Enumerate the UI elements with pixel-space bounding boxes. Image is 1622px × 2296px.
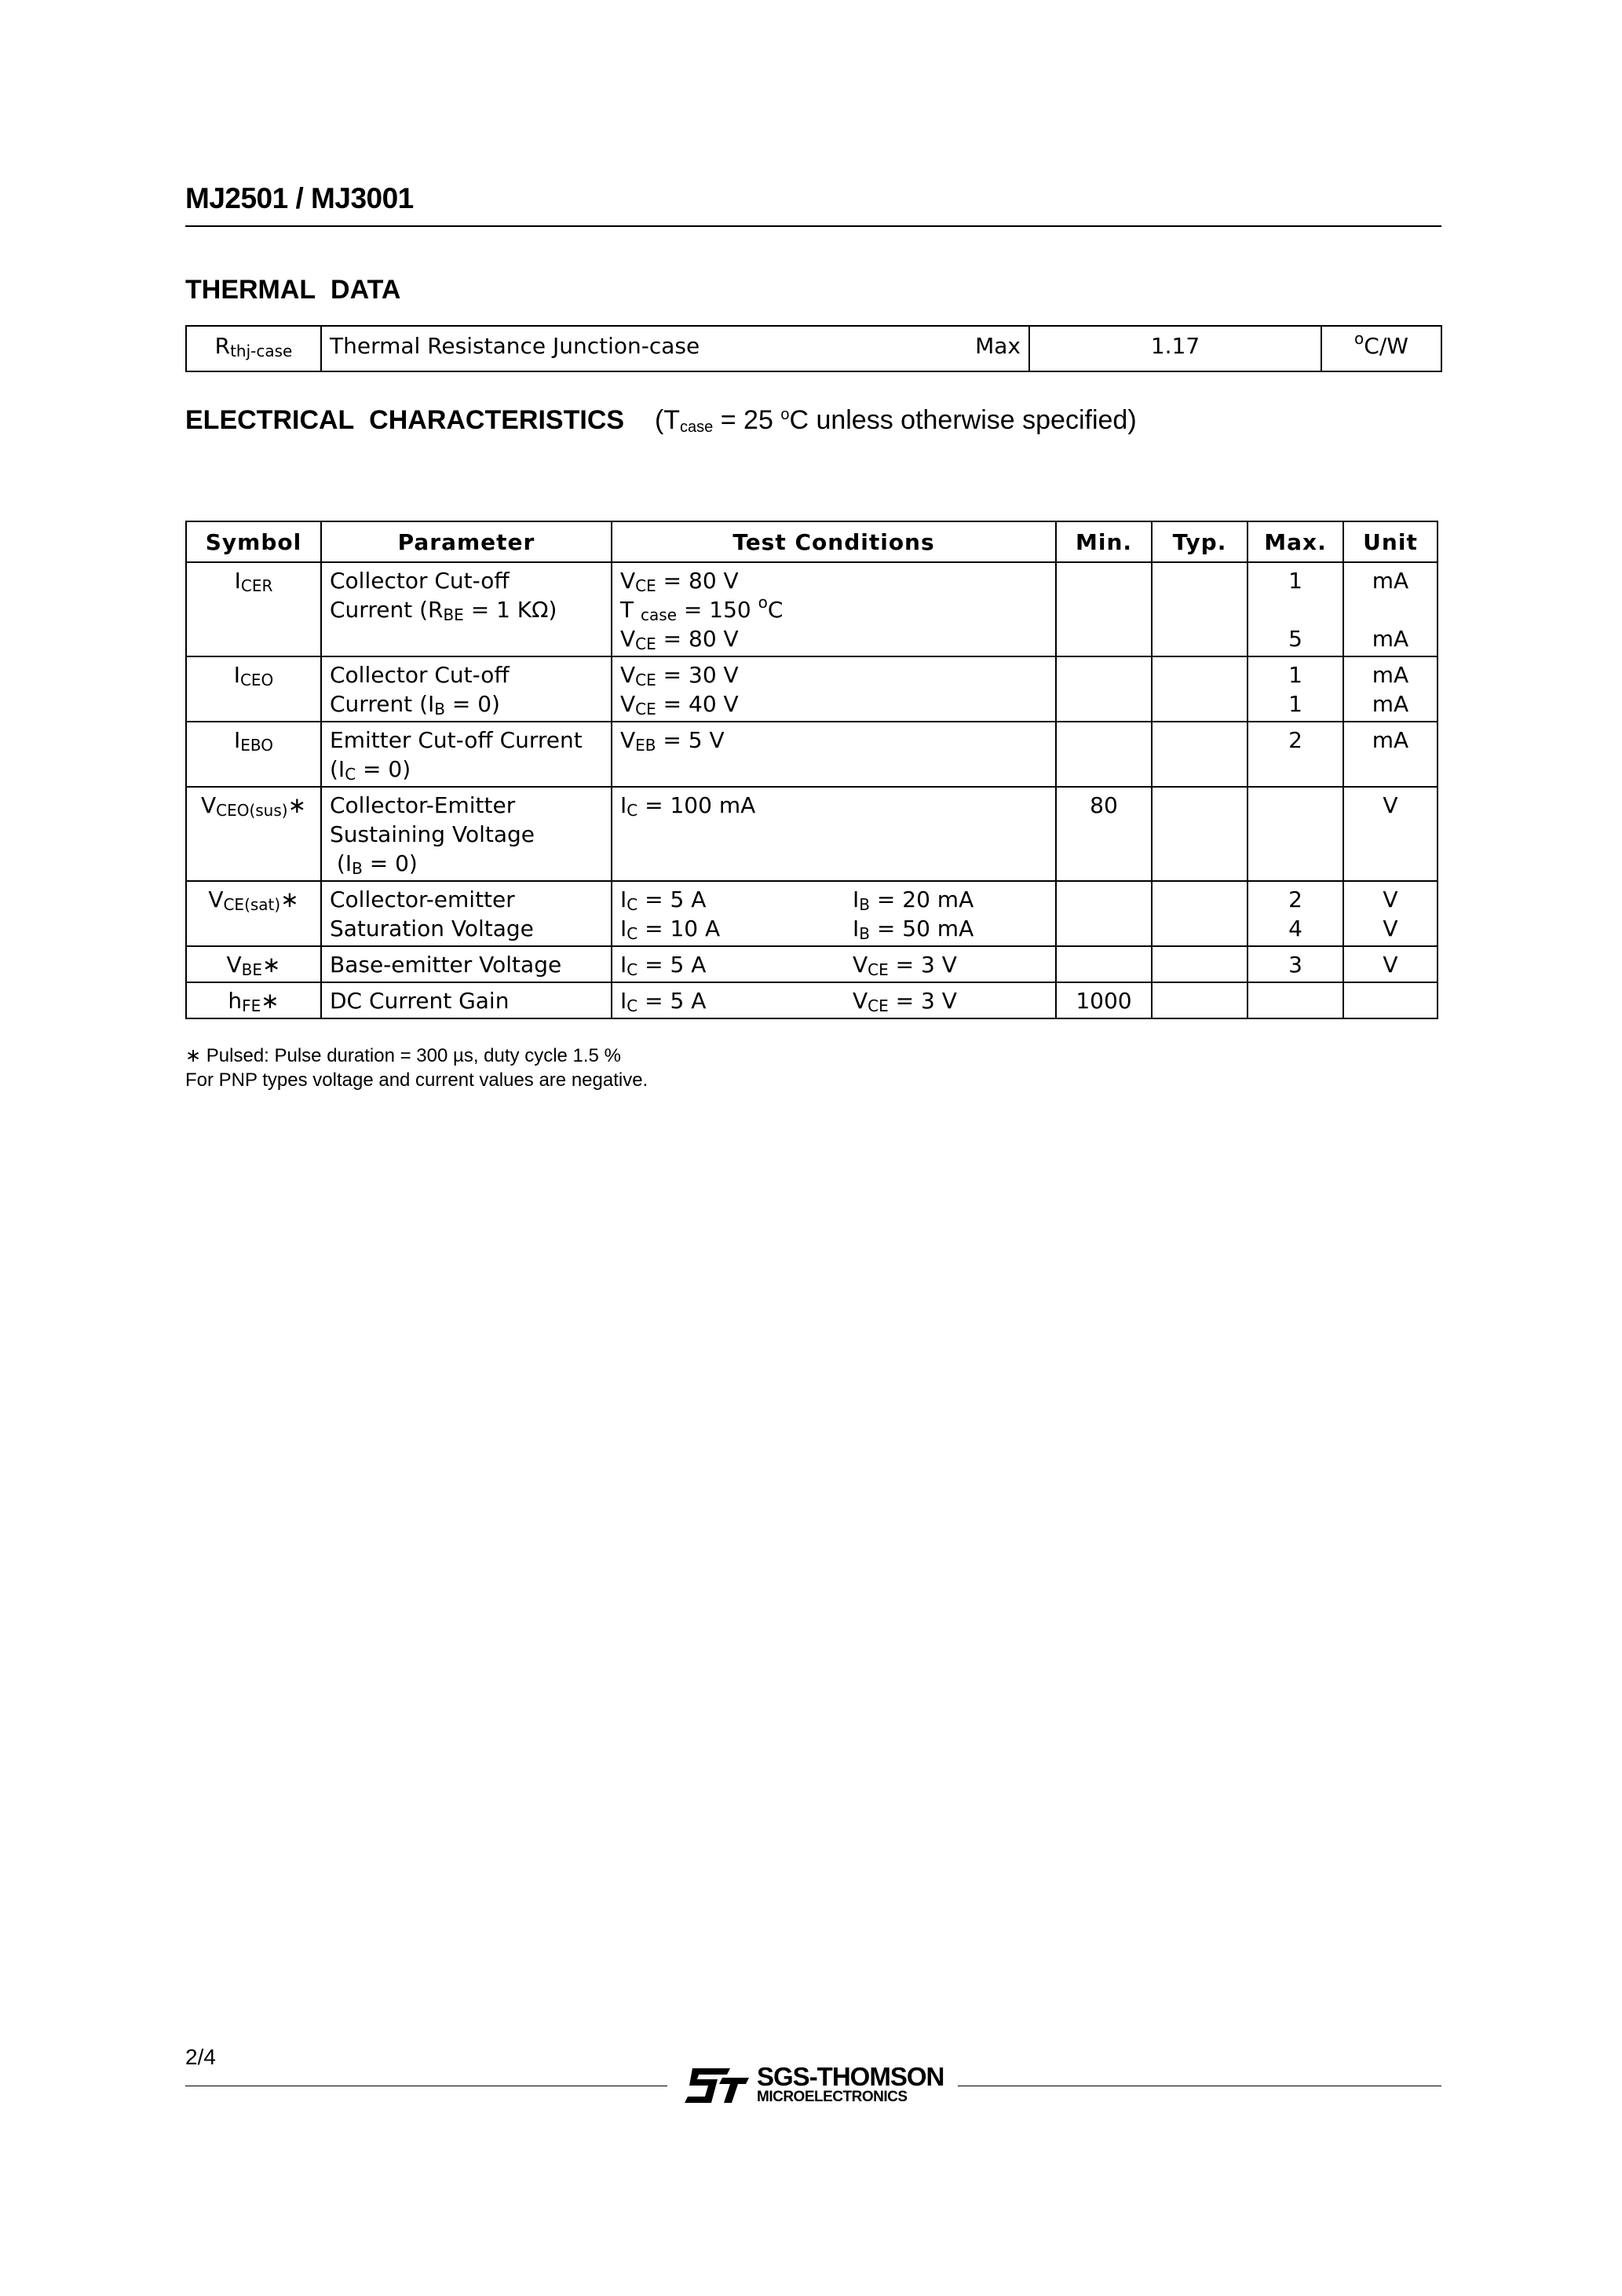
parameter-cell: Collector-emitter Saturation Voltage xyxy=(321,881,612,946)
conditions-cell: $I_C = 5$ A $I_B = 20$ mA $I_C = 10$ A $I_B = 50$ mA xyxy=(612,881,1056,946)
unit-cell: mA mA xyxy=(1343,562,1438,656)
typ-cell xyxy=(1152,946,1248,982)
header-test-conditions: Test Conditions xyxy=(612,521,1056,562)
conditions-cell: $V_{CE} = 30$ V $V_{CE} = 40$ V xyxy=(612,656,1056,722)
page-title: MJ2501 / MJ3001 xyxy=(185,182,414,214)
unit-cell: V xyxy=(1343,787,1438,881)
min-cell xyxy=(1056,562,1152,656)
symbol-cell: $I_{EBO}$ xyxy=(186,722,321,787)
page-number: 2/4 xyxy=(185,2045,216,2069)
symbol-cell: $V_{CEO(sus)}∗$ xyxy=(186,787,321,881)
electrical-conditions-note: ($T_{case} = 25$ $^o$C unless otherwise specified) xyxy=(654,405,1137,436)
conditions-cell: $I_C = 5$ A $V_{CE} = 3$ V xyxy=(612,946,1056,982)
parameter-cell: Collector Cut-off Current $(I_B = 0)$ xyxy=(321,656,612,722)
table-row xyxy=(186,562,1438,656)
unit-cell: mA mA xyxy=(1343,656,1438,722)
typ-cell xyxy=(1152,982,1248,1018)
conditions-cell: $I_C = 5$ A $V_{CE} = 3$ V xyxy=(612,982,1056,1018)
thermal-data-table xyxy=(185,325,1442,372)
table-row xyxy=(186,881,1438,946)
max-cell xyxy=(1248,982,1343,1018)
footnote-pnp: For PNP types voltage and current values are negative. xyxy=(185,1069,648,1091)
brand-subtitle: MICROELECTRONICS xyxy=(757,2089,908,2105)
max-cell: 1 1 xyxy=(1248,656,1343,722)
header-min: Min. xyxy=(1056,521,1152,562)
min-cell: 1000 xyxy=(1056,982,1152,1018)
conditions-cell: $V_{CE} = 80$ V T $_{case}$ = 150 $^o$C $V_{CE} = 80$ V xyxy=(612,562,1056,656)
typ-cell xyxy=(1152,722,1248,787)
symbol-cell: $I_{CER}$ xyxy=(186,562,321,656)
typ-cell xyxy=(1152,562,1248,656)
thermal-value: 1.17 xyxy=(1029,326,1321,371)
header-typ: Typ. xyxy=(1152,521,1248,562)
typ-cell xyxy=(1152,787,1248,881)
thermal-symbol: $R_{thj-case}$ xyxy=(186,326,321,371)
header-rule xyxy=(185,225,1441,227)
st-logo-icon xyxy=(681,2064,751,2108)
header-max: Max. xyxy=(1248,521,1343,562)
thermal-data-title: THERMAL DATA xyxy=(185,275,401,305)
max-cell: 3 xyxy=(1248,946,1343,982)
min-cell: 80 xyxy=(1056,787,1152,881)
table-row xyxy=(186,787,1438,881)
header-unit: Unit xyxy=(1343,521,1438,562)
table-row xyxy=(186,946,1438,982)
unit-cell xyxy=(1343,982,1438,1018)
electrical-characteristics-table xyxy=(185,521,1438,1019)
conditions-cell: $V_{EB} = 5$ V xyxy=(612,722,1056,787)
max-cell: 2 4 xyxy=(1248,881,1343,946)
min-cell xyxy=(1056,881,1152,946)
footnote-pulsed: ∗ Pulsed: Pulse duration = 300 µs, duty cycle 1.5 % xyxy=(185,1045,621,1066)
unit-cell: V V xyxy=(1343,881,1438,946)
symbol-cell: $I_{CEO}$ xyxy=(186,656,321,722)
typ-cell xyxy=(1152,881,1248,946)
max-cell: 1 5 xyxy=(1248,562,1343,656)
symbol-cell: $h_{FE}∗$ xyxy=(186,982,321,1018)
table-row xyxy=(186,326,1441,371)
header-parameter: Parameter xyxy=(321,521,612,562)
sgs-thomson-logo xyxy=(681,2062,948,2109)
parameter-cell: Emitter Cut-off Current $(I_C = 0)$ xyxy=(321,722,612,787)
parameter-cell: Collector Cut-off Current ($R_{BE} = 1$ KΩ) xyxy=(321,562,612,656)
max-cell: 2 xyxy=(1248,722,1343,787)
max-cell xyxy=(1248,787,1343,881)
min-cell xyxy=(1056,722,1152,787)
typ-cell xyxy=(1152,656,1248,722)
parameter-cell: Base-emitter Voltage xyxy=(321,946,612,982)
min-cell xyxy=(1056,946,1152,982)
table-row xyxy=(186,656,1438,722)
table-header-row xyxy=(186,521,1438,562)
thermal-unit: $^o$C/W xyxy=(1321,326,1441,371)
parameter-cell: Collector-Emitter Sustaining Voltage $(I_B = 0)$ xyxy=(321,787,612,881)
table-row xyxy=(186,982,1438,1018)
electrical-characteristics-title: ELECTRICAL CHARACTERISTICS ($T_{case} = 25$ $^o$C unless otherwise specified) xyxy=(185,405,1137,436)
unit-cell: V xyxy=(1343,946,1438,982)
parameter-cell: DC Current Gain xyxy=(321,982,612,1018)
brand-name: SGS-THOMSON xyxy=(757,2062,944,2091)
min-cell xyxy=(1056,656,1152,722)
thermal-qualifier: Max xyxy=(950,326,1029,371)
symbol-cell: $V_{BE}∗$ xyxy=(186,946,321,982)
conditions-cell: $I_C = 100$ mA xyxy=(612,787,1056,881)
thermal-parameter: Thermal Resistance Junction-case xyxy=(321,326,950,371)
table-row xyxy=(186,722,1438,787)
symbol-cell: $V_{CE(sat)}∗$ xyxy=(186,881,321,946)
unit-cell: mA xyxy=(1343,722,1438,787)
header-symbol: Symbol xyxy=(186,521,321,562)
